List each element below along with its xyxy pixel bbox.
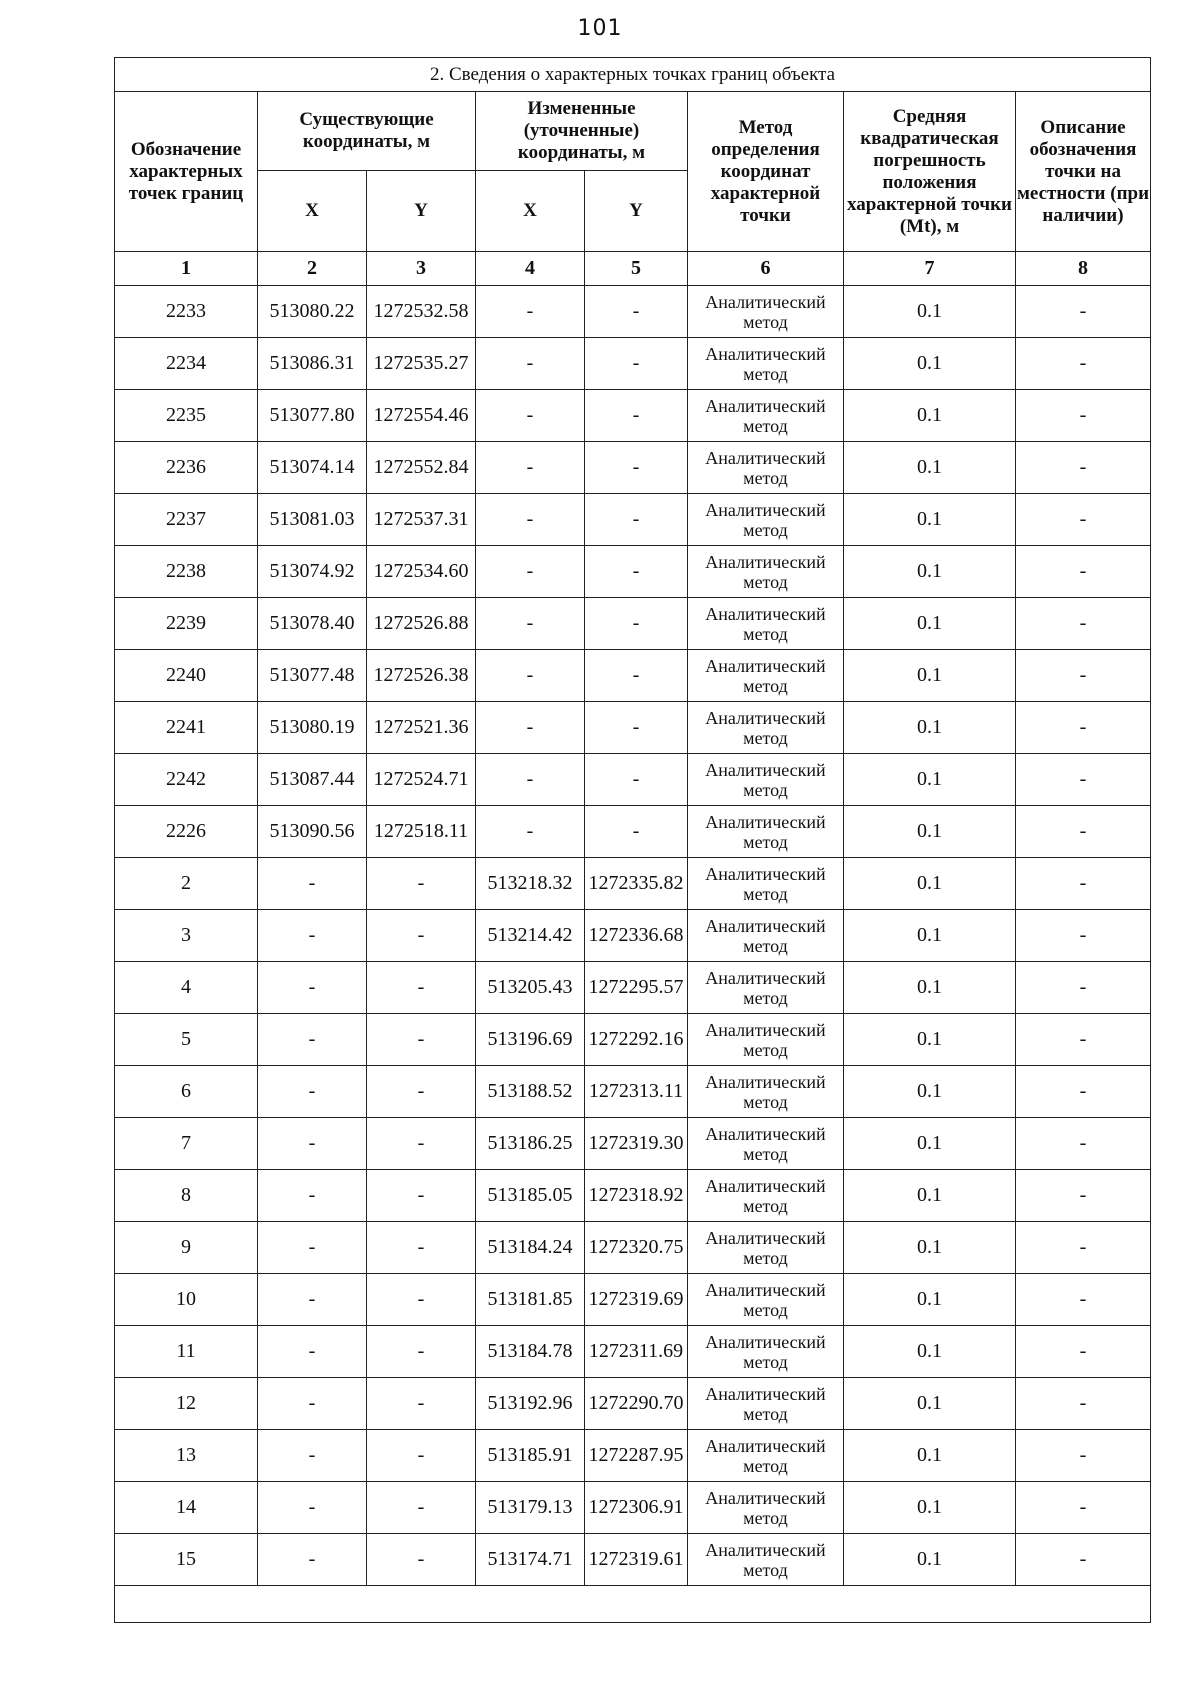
error-cell: 0.1	[844, 1430, 1016, 1482]
existing-y-cell: -	[367, 1066, 476, 1118]
table-row	[115, 754, 1151, 806]
changed-y-cell: 1272292.16	[585, 1014, 688, 1066]
method-cell: Аналитический метод	[688, 494, 844, 546]
existing-y-cell: 1272535.27	[367, 338, 476, 390]
method-cell: Аналитический метод	[688, 1170, 844, 1222]
changed-y-cell: 1272319.69	[585, 1274, 688, 1326]
description-cell: -	[1016, 338, 1151, 390]
existing-x-cell: 513078.40	[258, 598, 367, 650]
changed-x-cell: -	[476, 338, 585, 390]
existing-y-cell: 1272526.38	[367, 650, 476, 702]
changed-y-cell: -	[585, 286, 688, 338]
existing-x-cell: -	[258, 1378, 367, 1430]
error-cell: 0.1	[844, 286, 1016, 338]
changed-y-cell: 1272313.11	[585, 1066, 688, 1118]
column-number: 7	[844, 252, 1016, 286]
method-cell: Аналитический метод	[688, 702, 844, 754]
table-row	[115, 910, 1151, 962]
changed-x-cell: 513192.96	[476, 1378, 585, 1430]
table-row	[115, 1066, 1151, 1118]
point-id-cell: 2237	[115, 494, 258, 546]
description-cell: -	[1016, 910, 1151, 962]
changed-y-cell: 1272295.57	[585, 962, 688, 1014]
changed-x-cell: -	[476, 806, 585, 858]
point-id-cell: 2238	[115, 546, 258, 598]
existing-y-cell: -	[367, 1014, 476, 1066]
changed-y-cell: 1272311.69	[585, 1326, 688, 1378]
method-cell: Аналитический метод	[688, 858, 844, 910]
existing-y-cell: 1272524.71	[367, 754, 476, 806]
changed-y-cell: 1272336.68	[585, 910, 688, 962]
changed-y-cell: -	[585, 650, 688, 702]
existing-x-cell: -	[258, 1170, 367, 1222]
empty-footer-cell	[115, 1586, 1151, 1623]
description-cell: -	[1016, 702, 1151, 754]
existing-x-cell: -	[258, 1430, 367, 1482]
description-cell: -	[1016, 1430, 1151, 1482]
error-cell: 0.1	[844, 650, 1016, 702]
method-cell: Аналитический метод	[688, 1222, 844, 1274]
changed-x-cell: 513186.25	[476, 1118, 585, 1170]
description-cell: -	[1016, 1274, 1151, 1326]
description-cell: -	[1016, 494, 1151, 546]
point-id-cell: 9	[115, 1222, 258, 1274]
table-row	[115, 806, 1151, 858]
table-row	[115, 494, 1151, 546]
existing-x-cell: -	[258, 1014, 367, 1066]
existing-x-cell: 513077.48	[258, 650, 367, 702]
table-row	[115, 442, 1151, 494]
table-body	[115, 286, 1151, 1586]
existing-y-cell: 1272526.88	[367, 598, 476, 650]
existing-y-cell: 1272537.31	[367, 494, 476, 546]
changed-x-cell: -	[476, 390, 585, 442]
point-id-cell: 10	[115, 1274, 258, 1326]
point-id-cell: 4	[115, 962, 258, 1014]
column-number: 5	[585, 252, 688, 286]
column-number-row	[115, 252, 1151, 286]
changed-x-cell: 513205.43	[476, 962, 585, 1014]
changed-y-cell: 1272320.75	[585, 1222, 688, 1274]
description-cell: -	[1016, 754, 1151, 806]
error-cell: 0.1	[844, 806, 1016, 858]
table-row	[115, 1482, 1151, 1534]
description-cell: -	[1016, 806, 1151, 858]
header-existing-coordinates: Существующие координаты, м	[258, 92, 476, 171]
error-cell: 0.1	[844, 494, 1016, 546]
method-cell: Аналитический метод	[688, 1066, 844, 1118]
point-id-cell: 12	[115, 1378, 258, 1430]
error-cell: 0.1	[844, 910, 1016, 962]
description-cell: -	[1016, 1482, 1151, 1534]
existing-y-cell: -	[367, 858, 476, 910]
description-cell: -	[1016, 286, 1151, 338]
changed-y-cell: -	[585, 442, 688, 494]
table-row	[115, 1274, 1151, 1326]
existing-y-cell: 1272554.46	[367, 390, 476, 442]
error-cell: 0.1	[844, 390, 1016, 442]
error-cell: 0.1	[844, 754, 1016, 806]
method-cell: Аналитический метод	[688, 338, 844, 390]
method-cell: Аналитический метод	[688, 390, 844, 442]
changed-x-cell: -	[476, 702, 585, 754]
changed-x-cell: 513188.52	[476, 1066, 585, 1118]
method-cell: Аналитический метод	[688, 1118, 844, 1170]
header-error: Средняя квадратическая погрешность положения характерной точки (Mt), м	[844, 92, 1016, 252]
point-id-cell: 11	[115, 1326, 258, 1378]
method-cell: Аналитический метод	[688, 1430, 844, 1482]
table-row	[115, 702, 1151, 754]
table-row	[115, 1118, 1151, 1170]
error-cell: 0.1	[844, 1482, 1016, 1534]
existing-y-cell: -	[367, 1430, 476, 1482]
point-id-cell: 2	[115, 858, 258, 910]
error-cell: 0.1	[844, 858, 1016, 910]
description-cell: -	[1016, 1378, 1151, 1430]
changed-y-cell: -	[585, 702, 688, 754]
error-cell: 0.1	[844, 1014, 1016, 1066]
table-row	[115, 546, 1151, 598]
existing-x-cell: 513080.22	[258, 286, 367, 338]
table-row	[115, 1170, 1151, 1222]
description-cell: -	[1016, 1326, 1151, 1378]
table-row	[115, 1534, 1151, 1586]
changed-y-cell: -	[585, 546, 688, 598]
existing-y-cell: -	[367, 962, 476, 1014]
column-number: 3	[367, 252, 476, 286]
description-cell: -	[1016, 962, 1151, 1014]
error-cell: 0.1	[844, 1118, 1016, 1170]
changed-y-cell: 1272319.61	[585, 1534, 688, 1586]
changed-y-cell: 1272287.95	[585, 1430, 688, 1482]
table-row	[115, 1014, 1151, 1066]
table-row	[115, 650, 1151, 702]
header-changed-y: Y	[585, 171, 688, 252]
boundary-points-table	[114, 57, 1151, 1623]
point-id-cell: 14	[115, 1482, 258, 1534]
existing-x-cell: 513087.44	[258, 754, 367, 806]
point-id-cell: 2233	[115, 286, 258, 338]
column-number: 8	[1016, 252, 1151, 286]
changed-x-cell: 513185.05	[476, 1170, 585, 1222]
changed-x-cell: -	[476, 598, 585, 650]
header-existing-x: X	[258, 171, 367, 252]
changed-y-cell: 1272335.82	[585, 858, 688, 910]
existing-y-cell: -	[367, 1378, 476, 1430]
changed-x-cell: -	[476, 650, 585, 702]
existing-x-cell: -	[258, 910, 367, 962]
changed-x-cell: 513184.78	[476, 1326, 585, 1378]
point-id-cell: 2239	[115, 598, 258, 650]
column-number: 1	[115, 252, 258, 286]
point-id-cell: 7	[115, 1118, 258, 1170]
changed-y-cell: 1272306.91	[585, 1482, 688, 1534]
existing-y-cell: -	[367, 1170, 476, 1222]
changed-y-cell: -	[585, 806, 688, 858]
changed-x-cell: 513185.91	[476, 1430, 585, 1482]
existing-x-cell: 513090.56	[258, 806, 367, 858]
point-id-cell: 6	[115, 1066, 258, 1118]
existing-x-cell: -	[258, 1066, 367, 1118]
changed-x-cell: -	[476, 546, 585, 598]
error-cell: 0.1	[844, 338, 1016, 390]
existing-y-cell: -	[367, 1222, 476, 1274]
description-cell: -	[1016, 546, 1151, 598]
point-id-cell: 15	[115, 1534, 258, 1586]
method-cell: Аналитический метод	[688, 1378, 844, 1430]
point-id-cell: 2241	[115, 702, 258, 754]
existing-x-cell: 513081.03	[258, 494, 367, 546]
existing-x-cell: -	[258, 1482, 367, 1534]
existing-x-cell: -	[258, 1222, 367, 1274]
description-cell: -	[1016, 1170, 1151, 1222]
description-cell: -	[1016, 390, 1151, 442]
table-row	[115, 858, 1151, 910]
existing-y-cell: -	[367, 1118, 476, 1170]
table-row	[115, 1378, 1151, 1430]
method-cell: Аналитический метод	[688, 286, 844, 338]
existing-x-cell: -	[258, 1118, 367, 1170]
error-cell: 0.1	[844, 1274, 1016, 1326]
description-cell: -	[1016, 1014, 1151, 1066]
header-designation: Обозначение характерных точек границ	[115, 92, 258, 252]
description-cell: -	[1016, 1066, 1151, 1118]
error-cell: 0.1	[844, 598, 1016, 650]
error-cell: 0.1	[844, 1170, 1016, 1222]
error-cell: 0.1	[844, 1222, 1016, 1274]
changed-x-cell: 513214.42	[476, 910, 585, 962]
point-id-cell: 13	[115, 1430, 258, 1482]
changed-y-cell: -	[585, 390, 688, 442]
table-row	[115, 338, 1151, 390]
description-cell: -	[1016, 858, 1151, 910]
header-method: Метод определения координат характерной точки	[688, 92, 844, 252]
empty-footer-row	[115, 1586, 1151, 1623]
existing-y-cell: 1272518.11	[367, 806, 476, 858]
point-id-cell: 3	[115, 910, 258, 962]
method-cell: Аналитический метод	[688, 442, 844, 494]
header-existing-y: Y	[367, 171, 476, 252]
changed-y-cell: -	[585, 338, 688, 390]
point-id-cell: 2234	[115, 338, 258, 390]
method-cell: Аналитический метод	[688, 650, 844, 702]
existing-y-cell: 1272521.36	[367, 702, 476, 754]
point-id-cell: 2226	[115, 806, 258, 858]
header-description: Описание обозначения точки на местности (при наличии)	[1016, 92, 1151, 252]
table-row	[115, 1430, 1151, 1482]
existing-x-cell: -	[258, 1534, 367, 1586]
existing-x-cell: 513080.19	[258, 702, 367, 754]
changed-x-cell: -	[476, 286, 585, 338]
changed-x-cell: -	[476, 754, 585, 806]
changed-y-cell: 1272318.92	[585, 1170, 688, 1222]
point-id-cell: 2240	[115, 650, 258, 702]
section-title: 2. Сведения о характерных точках границ объекта	[115, 58, 1151, 92]
point-id-cell: 2242	[115, 754, 258, 806]
column-number: 4	[476, 252, 585, 286]
description-cell: -	[1016, 1118, 1151, 1170]
existing-y-cell: 1272534.60	[367, 546, 476, 598]
existing-x-cell: -	[258, 1274, 367, 1326]
changed-x-cell: -	[476, 494, 585, 546]
error-cell: 0.1	[844, 546, 1016, 598]
existing-x-cell: -	[258, 1326, 367, 1378]
method-cell: Аналитический метод	[688, 1482, 844, 1534]
error-cell: 0.1	[844, 962, 1016, 1014]
column-number: 2	[258, 252, 367, 286]
description-cell: -	[1016, 442, 1151, 494]
existing-y-cell: -	[367, 1482, 476, 1534]
existing-y-cell: 1272532.58	[367, 286, 476, 338]
changed-x-cell: 513196.69	[476, 1014, 585, 1066]
method-cell: Аналитический метод	[688, 1014, 844, 1066]
method-cell: Аналитический метод	[688, 1534, 844, 1586]
error-cell: 0.1	[844, 702, 1016, 754]
description-cell: -	[1016, 1534, 1151, 1586]
table-row	[115, 1222, 1151, 1274]
point-id-cell: 8	[115, 1170, 258, 1222]
changed-x-cell: 513181.85	[476, 1274, 585, 1326]
error-cell: 0.1	[844, 1066, 1016, 1118]
table-row	[115, 962, 1151, 1014]
error-cell: 0.1	[844, 442, 1016, 494]
existing-x-cell: 513077.80	[258, 390, 367, 442]
error-cell: 0.1	[844, 1378, 1016, 1430]
existing-x-cell: 513086.31	[258, 338, 367, 390]
method-cell: Аналитический метод	[688, 806, 844, 858]
method-cell: Аналитический метод	[688, 1274, 844, 1326]
page-number: 101	[577, 16, 623, 41]
header-changed-x: X	[476, 171, 585, 252]
point-id-cell: 2235	[115, 390, 258, 442]
column-number: 6	[688, 252, 844, 286]
method-cell: Аналитический метод	[688, 1326, 844, 1378]
existing-x-cell: 513074.92	[258, 546, 367, 598]
existing-x-cell: -	[258, 858, 367, 910]
header-changed-coordinates: Измененные (уточненные) координаты, м	[476, 92, 688, 171]
changed-x-cell: 513184.24	[476, 1222, 585, 1274]
table-row	[115, 286, 1151, 338]
method-cell: Аналитический метод	[688, 754, 844, 806]
changed-x-cell: -	[476, 442, 585, 494]
method-cell: Аналитический метод	[688, 910, 844, 962]
existing-x-cell: 513074.14	[258, 442, 367, 494]
changed-y-cell: -	[585, 494, 688, 546]
method-cell: Аналитический метод	[688, 546, 844, 598]
existing-y-cell: -	[367, 910, 476, 962]
table-row	[115, 390, 1151, 442]
changed-x-cell: 513179.13	[476, 1482, 585, 1534]
changed-y-cell: -	[585, 754, 688, 806]
point-id-cell: 5	[115, 1014, 258, 1066]
description-cell: -	[1016, 598, 1151, 650]
table-row	[115, 598, 1151, 650]
changed-y-cell: 1272290.70	[585, 1378, 688, 1430]
error-cell: 0.1	[844, 1534, 1016, 1586]
existing-y-cell: -	[367, 1534, 476, 1586]
existing-x-cell: -	[258, 962, 367, 1014]
existing-y-cell: 1272552.84	[367, 442, 476, 494]
changed-x-cell: 513174.71	[476, 1534, 585, 1586]
changed-y-cell: 1272319.30	[585, 1118, 688, 1170]
table-row	[115, 1326, 1151, 1378]
error-cell: 0.1	[844, 1326, 1016, 1378]
changed-y-cell: -	[585, 598, 688, 650]
description-cell: -	[1016, 1222, 1151, 1274]
existing-y-cell: -	[367, 1274, 476, 1326]
description-cell: -	[1016, 650, 1151, 702]
point-id-cell: 2236	[115, 442, 258, 494]
method-cell: Аналитический метод	[688, 598, 844, 650]
changed-x-cell: 513218.32	[476, 858, 585, 910]
method-cell: Аналитический метод	[688, 962, 844, 1014]
existing-y-cell: -	[367, 1326, 476, 1378]
